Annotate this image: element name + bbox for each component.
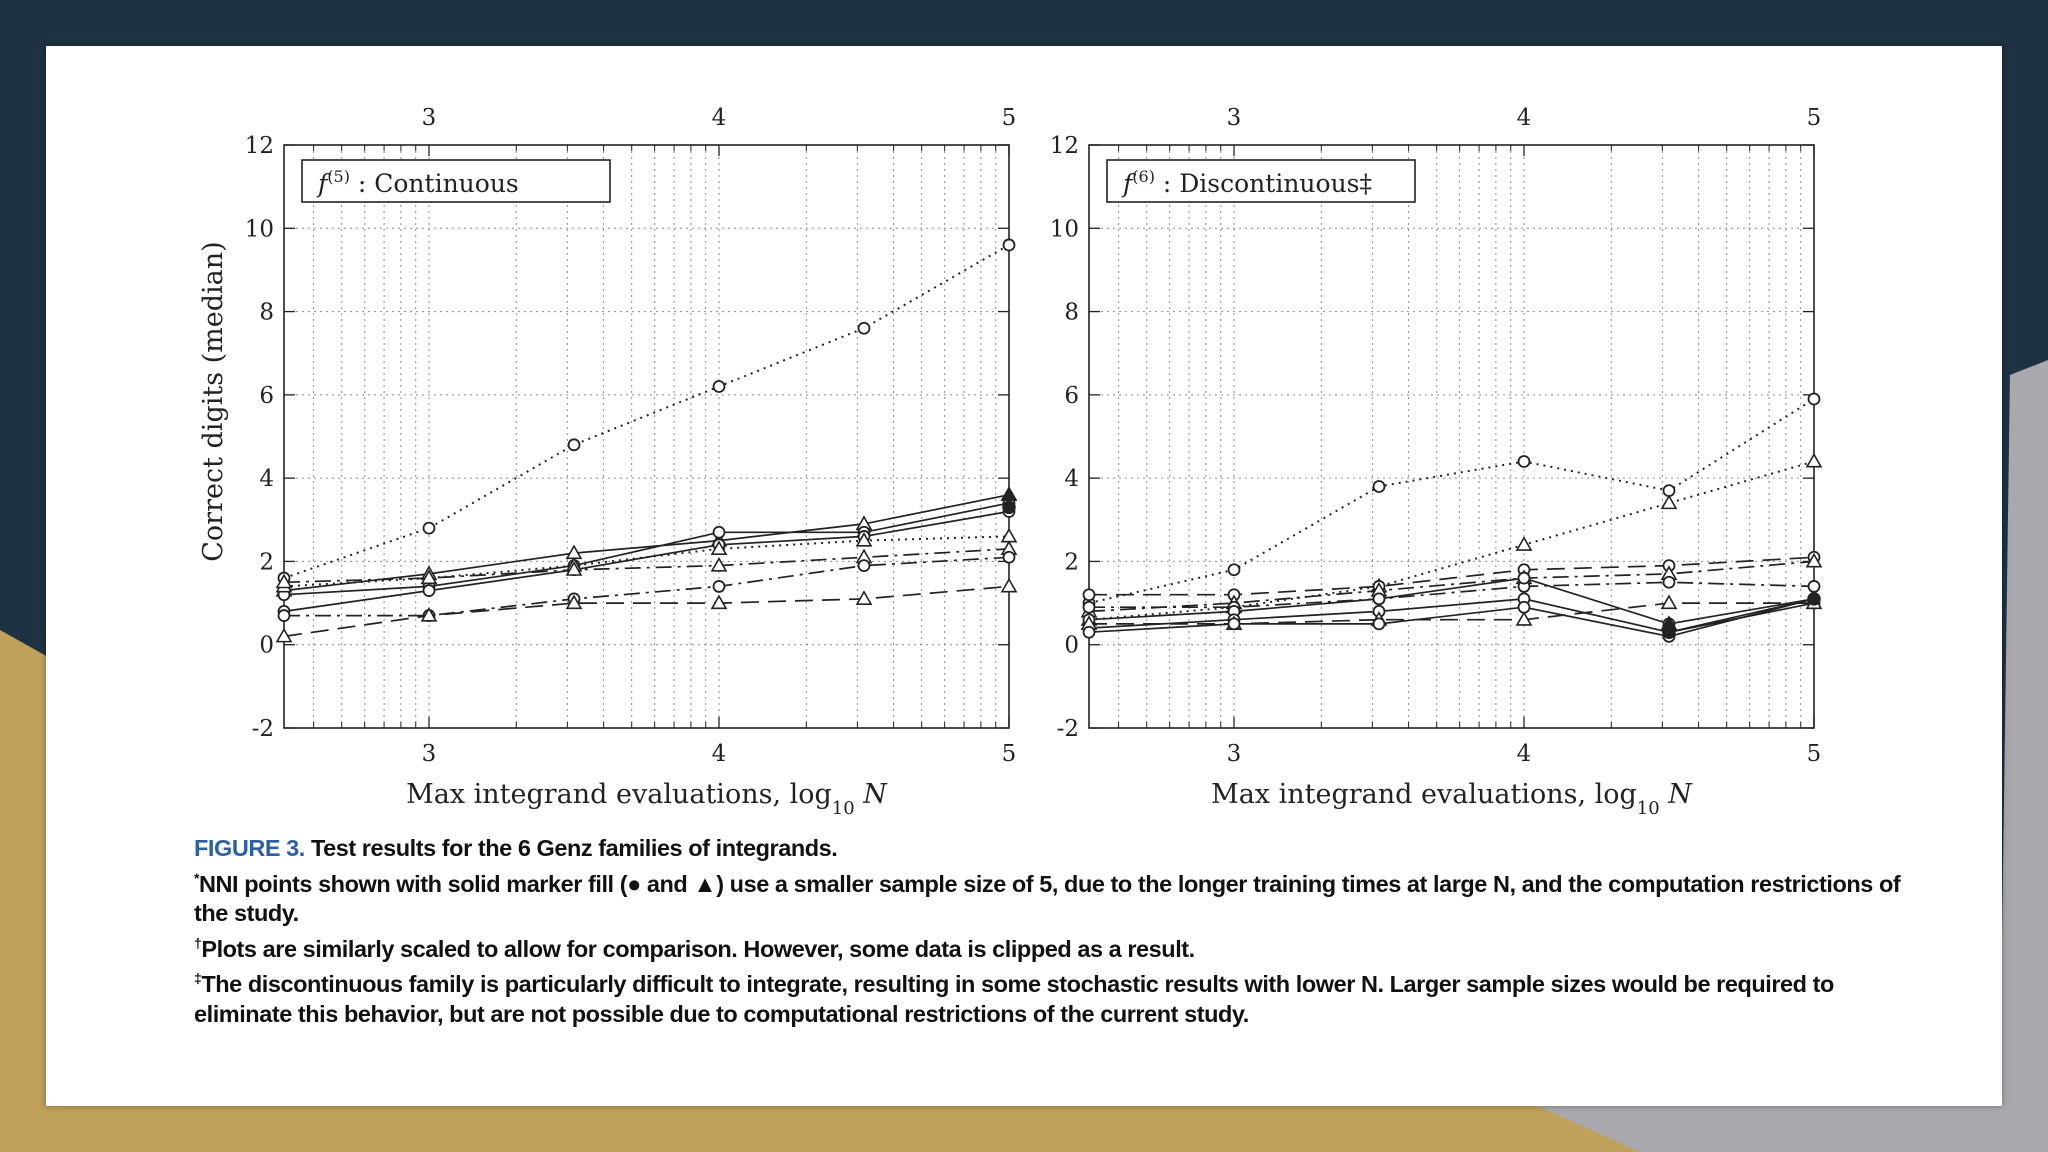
series-5 xyxy=(1084,577,1820,613)
data-point-filled-triangle xyxy=(1002,488,1016,500)
data-point-circle xyxy=(714,381,725,392)
data-point-circle xyxy=(1519,573,1530,584)
y-tick-label: 10 xyxy=(1049,216,1079,243)
legend-box-label: $f^{(5)}$ : Continuous xyxy=(318,167,519,198)
series-line xyxy=(284,245,1009,578)
series-1 xyxy=(279,239,1015,583)
series-line xyxy=(1089,399,1814,603)
series-3 xyxy=(1084,552,1820,600)
data-point-triangle xyxy=(1807,454,1821,466)
data-point-circle xyxy=(859,560,870,571)
y-tick-label: 4 xyxy=(259,466,274,493)
dagger-mark: † xyxy=(194,934,202,951)
data-point-circle xyxy=(1229,618,1240,629)
top-tick-label: 3 xyxy=(1226,105,1242,131)
x-tick-label: 4 xyxy=(711,741,727,767)
series-line xyxy=(284,586,1009,636)
data-point-circle xyxy=(424,585,435,596)
axes-box xyxy=(1089,145,1814,728)
data-point-circle xyxy=(424,523,435,534)
data-point-circle xyxy=(714,527,725,538)
y-tick-label: 12 xyxy=(1049,133,1079,159)
data-point-circle xyxy=(1374,618,1385,629)
y-tick-label: 0 xyxy=(259,632,274,659)
data-point-circle xyxy=(1809,394,1820,405)
series-line xyxy=(1089,561,1814,611)
top-tick-label: 5 xyxy=(1001,105,1017,131)
caption-note-star xyxy=(194,864,1914,929)
caption-note-dagger xyxy=(194,929,1914,965)
note-ddagger-text: The discontinuous family is particularly difficult to integrate, resulting in some stochastic results with lower N. Larger sample sizes would be required to eliminate this behavior, but are not possible due to computational restrictions of the current study. xyxy=(194,971,1834,1027)
series-1 xyxy=(1084,394,1820,609)
figure-charts xyxy=(46,46,2002,819)
data-point-circle xyxy=(1519,456,1530,467)
caption-note-ddagger xyxy=(194,964,1914,1029)
x-axis-label: Max integrand evaluations, $\log_{10} N$ xyxy=(1211,779,1692,819)
data-point-circle xyxy=(1004,239,1015,250)
data-point-filled-circle xyxy=(1663,626,1675,638)
data-point-circle xyxy=(1809,581,1820,592)
x-tick-label: 3 xyxy=(421,741,437,767)
data-point-circle xyxy=(1664,577,1675,588)
series-2 xyxy=(1082,454,1821,624)
y-tick-label: 4 xyxy=(1064,466,1079,493)
series-line xyxy=(284,557,1009,615)
series-9 xyxy=(1002,488,1016,500)
double-dagger-mark: ‡ xyxy=(194,970,202,986)
data-point-circle xyxy=(1664,485,1675,496)
chart-panel-2 xyxy=(1050,105,1822,819)
figure-label: FIGURE 3. xyxy=(194,835,305,861)
data-point-circle xyxy=(569,439,580,450)
x-axis-label: Max integrand evaluations, $\log_{10} N$ xyxy=(406,779,887,819)
data-point-circle xyxy=(279,610,290,621)
data-point-circle xyxy=(1374,481,1385,492)
data-point-filled-circle xyxy=(1808,593,1820,605)
data-point-circle xyxy=(1084,589,1095,600)
data-point-circle xyxy=(1084,602,1095,613)
star-mark: * xyxy=(194,869,199,886)
note-star-text: NNI points shown with solid marker fill (● and ▲) use a smaller sample size of 5, due to the longer training times at large N, and the computation restrictions of the study. xyxy=(194,870,1901,926)
y-tick-label: 2 xyxy=(259,549,274,576)
y-tick-label: 6 xyxy=(1064,382,1079,409)
caption-title: Test results for the 6 Genz families of integrands. xyxy=(310,835,838,861)
series-6 xyxy=(1084,573,1820,630)
data-point-circle xyxy=(1519,602,1530,613)
data-point-circle xyxy=(1374,593,1385,604)
y-tick-label: 10 xyxy=(244,216,274,243)
data-point-filled-circle xyxy=(1003,501,1015,513)
axes-box xyxy=(284,145,1009,728)
series-line xyxy=(1089,462,1814,620)
caption-title-line xyxy=(194,834,1914,864)
series-4 xyxy=(279,506,1015,617)
data-point-triangle xyxy=(1662,496,1676,508)
data-point-circle xyxy=(1084,627,1095,638)
y-axis-label: Correct digits (median) xyxy=(198,241,229,562)
series-line xyxy=(284,495,1009,591)
data-point-circle xyxy=(714,581,725,592)
x-tick-label: 5 xyxy=(1001,741,1017,767)
y-tick-label: 6 xyxy=(259,382,274,409)
note-dagger-text: Plots are similarly scaled to allow for comparison. However, some data is clipped as a result. xyxy=(201,935,1195,962)
data-point-circle xyxy=(1004,552,1015,563)
figure-caption xyxy=(194,834,1914,1029)
slide-panel xyxy=(46,46,2002,1106)
data-point-triangle xyxy=(1517,538,1531,550)
y-tick-label: 2 xyxy=(1064,549,1079,576)
series-7 xyxy=(279,552,1015,621)
y-tick-label: -2 xyxy=(1056,716,1079,742)
data-point-triangle xyxy=(857,592,871,604)
y-tick-label: 0 xyxy=(1064,632,1079,659)
x-tick-label: 3 xyxy=(1226,741,1242,767)
series-5 xyxy=(277,529,1016,591)
x-tick-label: 5 xyxy=(1806,741,1822,767)
chart-panel-1 xyxy=(198,105,1016,819)
data-point-circle xyxy=(1229,564,1240,575)
top-tick-label: 3 xyxy=(421,105,437,131)
y-tick-label: 8 xyxy=(1064,299,1079,326)
x-tick-label: 4 xyxy=(1516,741,1532,767)
y-tick-label: -2 xyxy=(251,716,274,742)
y-tick-label: 12 xyxy=(244,133,274,159)
top-tick-label: 4 xyxy=(1516,105,1532,131)
series-10 xyxy=(1003,501,1015,513)
y-tick-label: 8 xyxy=(259,299,274,326)
top-tick-label: 4 xyxy=(711,105,727,131)
series-3 xyxy=(279,498,1015,601)
data-point-triangle xyxy=(1002,579,1016,591)
legend-box-label: $f^{(6)}$ : Discontinuous‡ xyxy=(1123,167,1373,198)
top-tick-label: 5 xyxy=(1806,105,1822,131)
data-point-circle xyxy=(859,323,870,334)
data-point-triangle xyxy=(1662,596,1676,608)
